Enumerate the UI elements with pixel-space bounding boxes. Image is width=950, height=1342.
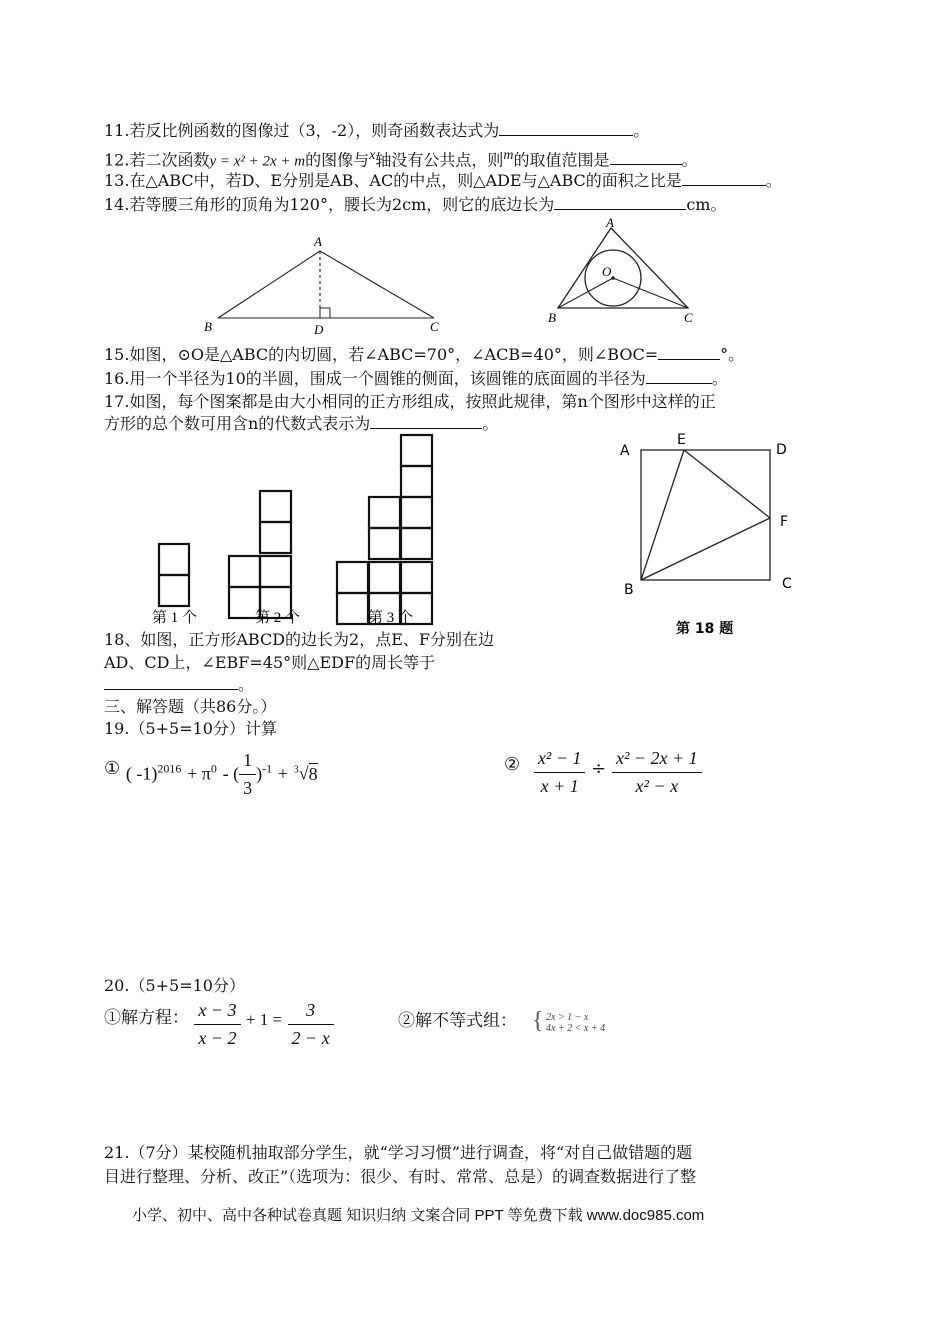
question-16 bbox=[104, 369, 728, 389]
square bbox=[369, 528, 400, 559]
f1-denominator: x + 1 bbox=[540, 776, 579, 796]
q12-tail: 。 bbox=[681, 150, 698, 170]
e1-numerator: 1 bbox=[239, 750, 256, 775]
q19-fraction-2 bbox=[612, 748, 702, 797]
label-b: B bbox=[624, 582, 634, 598]
e1-exp2: 0 bbox=[210, 761, 217, 776]
figure-18-caption: 第 18 题 bbox=[676, 621, 734, 637]
question-18-line2: AD、CD上，∠EBF=45°则△EDF的周长等于 bbox=[104, 653, 436, 672]
f2-denominator: x² − x bbox=[635, 776, 679, 796]
question-13 bbox=[104, 171, 782, 191]
q16-blank bbox=[646, 369, 712, 384]
question-21-line1: 21.（7分）某校随机抽取部分学生，就“学习习惯”进行调查，将“对自己做错题的题 bbox=[104, 1143, 693, 1162]
right-angle-mark bbox=[320, 308, 330, 318]
pattern-2-label: 第 2 个 bbox=[255, 610, 301, 626]
label-d: D bbox=[776, 442, 787, 458]
e1-root-index: 3 bbox=[293, 764, 299, 776]
section-3-heading: 三、解答题（共86分。） bbox=[104, 697, 277, 716]
square bbox=[159, 544, 189, 575]
square bbox=[401, 497, 432, 528]
q15-blank bbox=[658, 345, 720, 360]
q15-text: 15.如图，⊙O是△ABC的内切圆，若∠ABC=70°，∠ACB=40°，则∠BOC= bbox=[104, 345, 659, 364]
q16-tail: 。 bbox=[711, 369, 728, 388]
q12-mid3: 的取值范围是 bbox=[513, 150, 610, 170]
square-abcd bbox=[641, 450, 770, 580]
question-18-line1: 18、如图，正方形ABCD的边长为2，点E、F分别在边 bbox=[104, 630, 495, 649]
e1-minus: - ( bbox=[222, 763, 240, 784]
label-a: A bbox=[314, 234, 322, 249]
label-a: A bbox=[620, 443, 630, 459]
question-17-line2 bbox=[104, 414, 498, 434]
q20-inequality-label: ②解不等式组： bbox=[398, 1011, 517, 1031]
label-c: C bbox=[430, 319, 439, 334]
eq-fraction-1 bbox=[194, 1000, 240, 1049]
division-sign: ÷ bbox=[591, 757, 607, 779]
square bbox=[337, 562, 368, 593]
q20-inequality-system: { 2x > 1 − x 4x + 2 < x + 4 bbox=[532, 1008, 606, 1034]
segment-ab bbox=[218, 251, 320, 318]
label-c: C bbox=[782, 576, 792, 592]
question-11 bbox=[104, 121, 649, 141]
q12-var-m: m bbox=[503, 148, 514, 163]
square bbox=[401, 466, 432, 497]
q12-mid2: 轴没有公共点，则 bbox=[375, 150, 504, 170]
label-a: A bbox=[606, 215, 614, 230]
q20-part1-label: ①解方程： bbox=[104, 1008, 189, 1028]
label-b: B bbox=[204, 319, 212, 334]
e1-radicand: 8 bbox=[308, 763, 318, 784]
label-c: C bbox=[684, 310, 693, 325]
question-18-line3 bbox=[104, 675, 254, 695]
segment-bf bbox=[641, 518, 770, 580]
q18-tail: 。 bbox=[238, 675, 255, 694]
q13-tail: 。 bbox=[765, 171, 782, 190]
q19-part2-mark: ② bbox=[504, 753, 521, 775]
q19-part1-mark: ① bbox=[104, 757, 121, 779]
f2-numerator: x² − 2x + 1 bbox=[612, 748, 702, 773]
question-12 bbox=[104, 146, 698, 171]
eq-plus-one: + 1 = bbox=[245, 1010, 283, 1029]
q16-text: 16.用一个半径为10的半圆，围成一个圆锥的侧面，该圆锥的底面圆的半径为 bbox=[104, 369, 646, 388]
e1-plus2: + bbox=[277, 763, 288, 784]
question-17-line1: 17.如图，每个图案都是由大小相同的正方形组成，按照此规律，第n个图形中这样的正 bbox=[104, 392, 716, 411]
label-d: D bbox=[314, 322, 324, 337]
q13-text: 13.在△ABC中，若D、E分别是AB、AC的中点，则△ADE与△ABC的面积之比是 bbox=[104, 171, 682, 190]
question-21-line2: 目进行整理、分析、改正”（选项为：很少、有时、常常、总是）的调查数据进行了整 bbox=[104, 1167, 697, 1186]
figure-square-patterns bbox=[140, 432, 450, 632]
square bbox=[260, 522, 291, 553]
q14-blank bbox=[554, 195, 686, 210]
segment-ef bbox=[684, 450, 770, 518]
q17-line2-text: 方形的总个数可用含n的代数式表示为 bbox=[104, 414, 371, 433]
q20-equation bbox=[104, 1000, 334, 1049]
triangle-abc bbox=[558, 228, 688, 308]
q17-tail: 。 bbox=[482, 414, 499, 433]
pattern-3-label: 第 3 个 bbox=[368, 610, 414, 626]
q12-pre: 12.若二次函数 bbox=[104, 150, 210, 170]
segment-be bbox=[641, 450, 684, 580]
question-20-title: 20.（5+5=10分） bbox=[104, 976, 245, 995]
pattern-1-label: 第 1 个 bbox=[152, 610, 198, 626]
f1-numerator: x² − 1 bbox=[534, 748, 586, 773]
eq-den1: x − 2 bbox=[198, 1028, 237, 1048]
q14-tail: cm。 bbox=[686, 195, 727, 214]
eq-num2: 3 bbox=[288, 1000, 334, 1025]
q17-blank bbox=[370, 414, 482, 429]
e1-close: ) bbox=[256, 763, 263, 784]
e1-denominator: 3 bbox=[243, 778, 253, 798]
page-footer: 小学、初中、高中各种试卷真题 知识归纳 文案合同 PPT 等免费下载 www.doc985.com bbox=[132, 1207, 705, 1224]
label-b: B bbox=[548, 310, 556, 325]
q13-blank bbox=[682, 171, 766, 186]
q12-mid1: 的图像与 bbox=[305, 150, 370, 170]
inequality-2: 4x + 2 < x + 4 bbox=[546, 1023, 606, 1034]
label-f: F bbox=[780, 514, 789, 530]
e1-plus-pi: + π bbox=[187, 763, 211, 784]
q11-text: 11.若反比例函数的图像过（3，-2），则奇函数表达式为 bbox=[104, 121, 500, 140]
square bbox=[369, 562, 400, 593]
inequality-1: 2x > 1 − x bbox=[546, 1012, 589, 1023]
e1-exp1: 2016 bbox=[157, 761, 182, 776]
e1-fraction bbox=[239, 750, 256, 799]
square bbox=[260, 491, 291, 522]
square bbox=[401, 528, 432, 559]
segment-ac bbox=[320, 251, 434, 318]
eq-den2: 2 − x bbox=[291, 1028, 330, 1048]
square bbox=[401, 562, 432, 593]
q19-fraction-1 bbox=[534, 748, 586, 797]
q18-blank bbox=[104, 675, 238, 690]
q12-var-x: x bbox=[369, 148, 376, 163]
q11-blank bbox=[499, 121, 633, 136]
e1-exp3: -1 bbox=[262, 761, 273, 776]
label-o: O bbox=[602, 264, 612, 279]
question-15 bbox=[104, 345, 744, 365]
eq-num1: x − 3 bbox=[194, 1000, 240, 1025]
figure-square-abcd bbox=[612, 428, 802, 638]
figure-incircle bbox=[540, 214, 710, 332]
label-e: E bbox=[677, 432, 686, 448]
center-point bbox=[611, 276, 615, 280]
question-14 bbox=[104, 195, 726, 215]
q11-tail: 。 bbox=[633, 121, 650, 140]
q19-expression-1: ① ( $-1)^{2016} + \pi^0$ - ( $\frac{1}{3}$ )$^{-1}$ + $^3$√8 bbox=[104, 750, 318, 798]
q15-tail: °。 bbox=[720, 345, 745, 364]
square bbox=[401, 435, 432, 466]
figure-isosceles-triangle bbox=[200, 230, 460, 338]
square bbox=[369, 497, 400, 528]
e1-base: ( -1) bbox=[125, 763, 158, 784]
q14-text: 14.若等腰三角形的顶角为120°，腰长为2cm，则它的底边长为 bbox=[104, 195, 555, 214]
square bbox=[260, 556, 291, 587]
eq-fraction-2 bbox=[288, 1000, 334, 1049]
q12-formula: y = x² + 2x + m bbox=[209, 153, 306, 170]
square bbox=[337, 593, 368, 624]
square bbox=[159, 575, 189, 606]
square bbox=[229, 556, 260, 587]
question-19-title: 19.（5+5=10分）计算 bbox=[104, 719, 277, 738]
q12-blank bbox=[610, 150, 682, 165]
q19-expression-2 bbox=[504, 748, 702, 797]
